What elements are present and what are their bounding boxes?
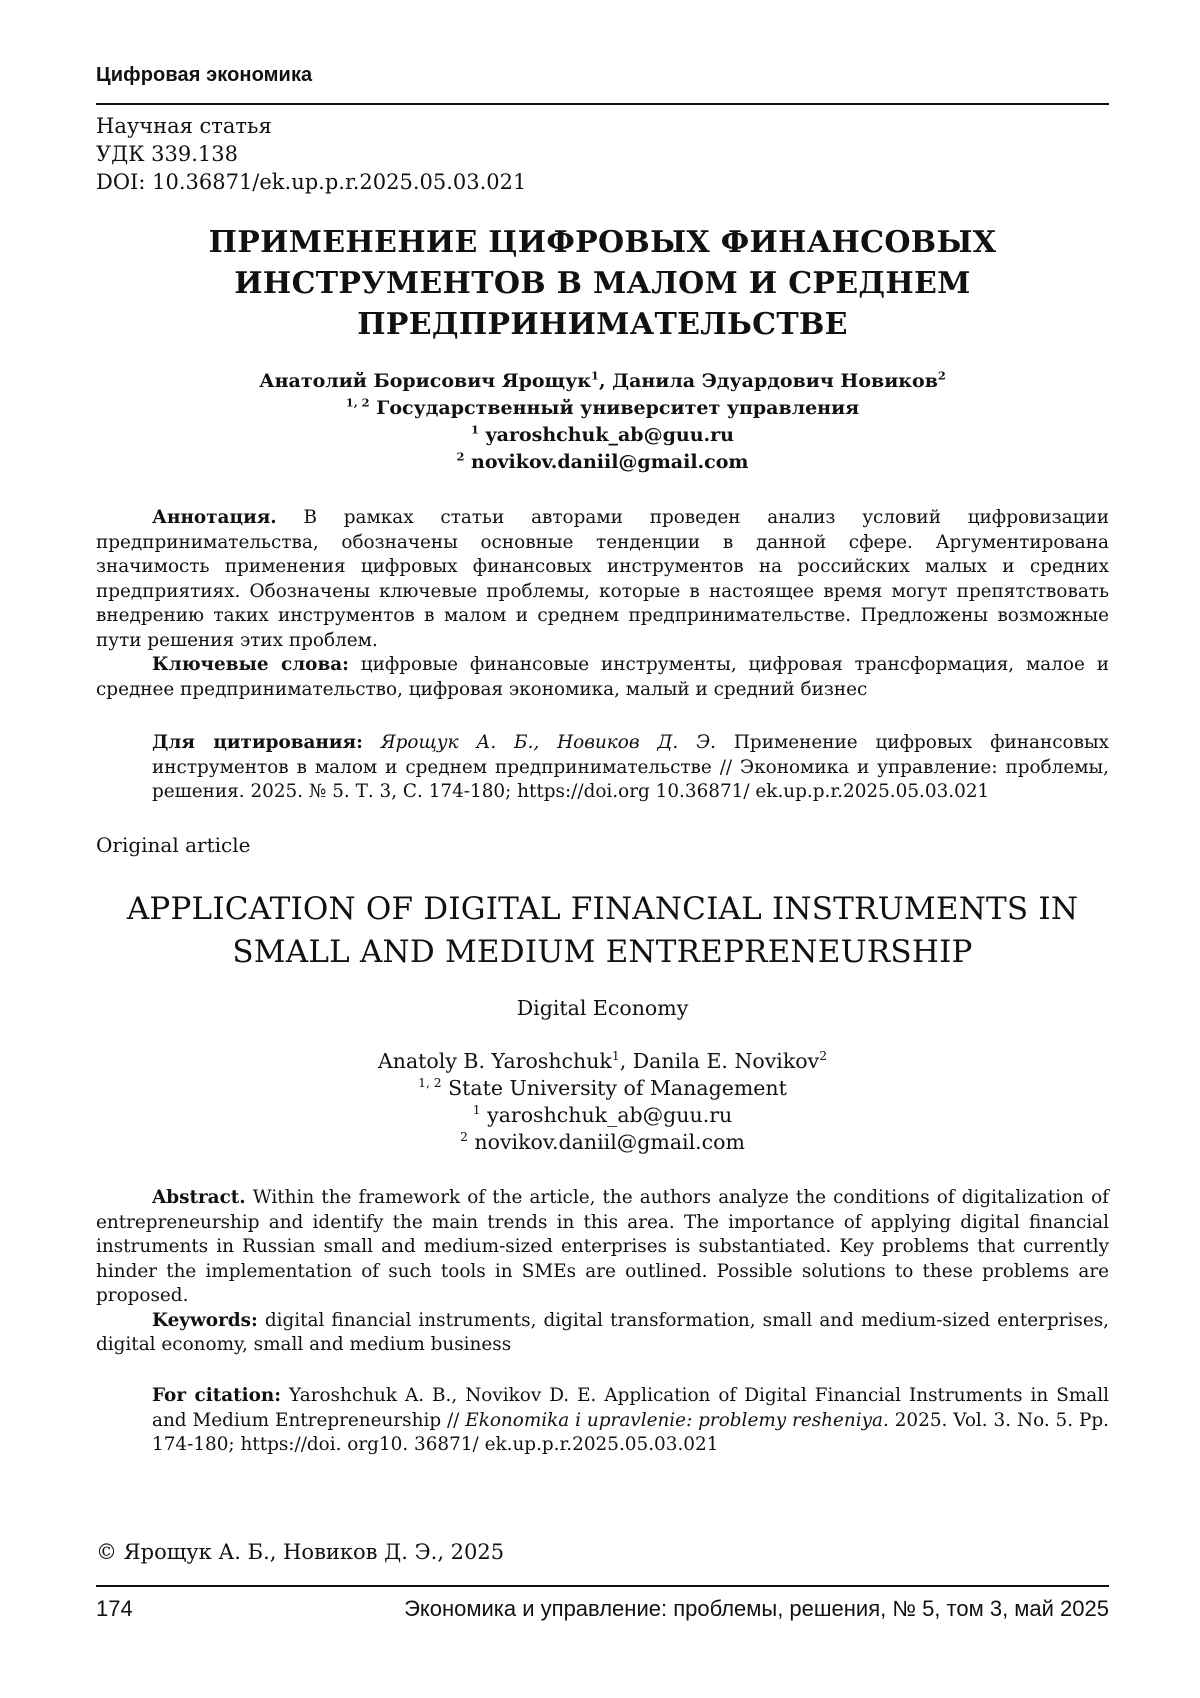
citation-en-details: 2025. Vol. 3. No. 5. Pp. 174-180; https://doi. org10. 36871/ ek.up.p.r.2025.05.03.021: [152, 1409, 1109, 1455]
email-en-1: [96, 1102, 1109, 1129]
author-name: Danila E. Novikov: [632, 1049, 820, 1073]
abstract-ru-label: Аннотация.: [152, 507, 277, 528]
title-ru-line: ИНСТРУМЕНТОВ В МАЛОМ И СРЕДНЕМ: [234, 266, 971, 301]
affiliation-mark: 2: [819, 1049, 828, 1064]
author-name: Анатолий Борисович Ярощук: [259, 370, 591, 392]
email-link[interactable]: yaroshchuk_ab@guu.ru: [485, 424, 734, 446]
original-article-label: Original article: [96, 833, 251, 857]
doi: DOI: 10.36871/ek.up.p.r.2025.05.03.021: [96, 170, 527, 194]
separator: ,: [619, 1049, 633, 1073]
citation-en-journal: Ekonomika i upravlenie: problemy resheniya.: [465, 1409, 889, 1431]
authors-en: [96, 1048, 1109, 1156]
title-en-line: APPLICATION OF DIGITAL FINANCIAL INSTRUMENTS IN: [126, 891, 1079, 927]
citation-en-text: Yaroshchuk A. B., Novikov D. E. Application of Digital Financial Instruments in Small and Medium Entrepreneurship //: [152, 1385, 1109, 1431]
affiliation-name: Государственный университет управления: [376, 397, 860, 419]
affiliation-mark: 1: [591, 368, 599, 383]
email-ru-1: [96, 422, 1109, 449]
journal-footer: Экономика и управление: проблемы, решения, № 5, том 3, май 2025: [404, 1596, 1109, 1621]
affiliation-mark: 1, 2: [418, 1076, 442, 1091]
affiliation-mark: 2: [456, 449, 465, 464]
keywords-en-text: digital financial instruments, digital transformation, small and medium-sized enterprises, digital economy, small and medium business: [96, 1309, 1109, 1355]
copyright: © Ярощук А. Б., Новиков Д. Э., 2025: [96, 1540, 505, 1564]
section-heading: Цифровая экономика: [96, 64, 313, 86]
citation-ru-authors: Ярощук А. Б., Новиков Д. Э.: [380, 732, 717, 753]
email-link[interactable]: novikov.daniil@gmail.com: [471, 451, 749, 473]
article-meta: [96, 112, 526, 196]
udc-code: УДК 339.138: [96, 142, 239, 166]
title-en-line: SMALL AND MEDIUM ENTREPRENEURSHIP: [232, 934, 973, 970]
affiliation-mark: 1: [471, 422, 479, 437]
separator: ,: [598, 370, 613, 392]
article-type: Научная статья: [96, 114, 272, 138]
citation-en: [152, 1384, 1109, 1458]
email-link[interactable]: novikov.daniil@gmail.com: [474, 1130, 745, 1154]
abstract-en-label: Abstract.: [152, 1187, 246, 1208]
author-names-ru: [96, 368, 1109, 395]
affiliation-en: [96, 1075, 1109, 1102]
affiliation-mark: 2: [460, 1130, 468, 1145]
affiliation-mark: 1, 2: [345, 395, 370, 410]
footer-rule: [96, 1585, 1109, 1587]
keywords-ru-paragraph: [96, 653, 1109, 702]
header-rule: [96, 103, 1109, 105]
page-number: 174: [96, 1596, 133, 1621]
abstract-ru: [96, 506, 1109, 702]
citation-ru-label: Для цитирования:: [152, 732, 363, 753]
citation-en-label: For citation:: [152, 1385, 282, 1406]
affiliation-mark: 1: [611, 1049, 620, 1064]
affiliation-name: State University of Management: [448, 1076, 787, 1100]
title-ru-line: ПРЕДПРИНИМАТЕЛЬСТВЕ: [357, 307, 848, 342]
authors-ru: [96, 368, 1109, 476]
subject-en: Digital Economy: [516, 996, 689, 1020]
keywords-en-paragraph: [96, 1309, 1109, 1358]
author-name: Anatoly B. Yaroshchuk: [377, 1049, 612, 1073]
affiliation-ru: [96, 395, 1109, 422]
affiliation-mark: 2: [937, 368, 946, 383]
author-names-en: [96, 1048, 1109, 1075]
keywords-ru-label: Ключевые слова:: [152, 654, 349, 675]
email-ru-2: [96, 449, 1109, 476]
email-en-2: [96, 1129, 1109, 1156]
abstract-ru-text: В рамках статьи авторами проведен анализ условий цифровизации предпринимательства, обозначены основные тенденции в данной сфере. Аргументирована значимость применения цифровых финансовых инструментов на российских малых и средних предприятиях. Обозначены ключевые проблемы, которые в настоящее время могут препятствовать внедрению таких инструментов в малом и среднем предпринимательстве. Предложены возможные пути решения этих проблем.: [96, 507, 1109, 651]
abstract-en: [96, 1186, 1109, 1358]
abstract-en-paragraph: [96, 1186, 1109, 1309]
keywords-ru-text: цифровые финансовые инструменты, цифровая трансформация, малое и среднее предпринимательство, цифровая экономика, малый и средний бизнес: [96, 654, 1109, 700]
abstract-ru-paragraph: [96, 506, 1109, 653]
title-en: [96, 888, 1109, 974]
abstract-en-text: Within the framework of the article, the authors analyze the conditions of digitalization of entrepreneurship and identify the main trends in this area. The importance of applying digital financial instruments in Russian small and medium-sized enterprises is substantiated. Key problems that currently hinder the implementation of such tools in SMEs are outlined. Possible solutions to these problems are proposed.: [96, 1187, 1109, 1306]
title-ru-line: ПРИМЕНЕНИЕ ЦИФРОВЫХ ФИНАНСОВЫХ: [208, 225, 997, 260]
citation-ru: [152, 731, 1109, 805]
affiliation-mark: 1: [472, 1103, 481, 1118]
keywords-en-label: Keywords:: [152, 1309, 258, 1331]
author-name: Данила Эдуардович Новиков: [612, 370, 938, 392]
citation-ru-text: Применение цифровых финансовых инструментов в малом и среднем предпринимательстве // Экономика и управление: проблемы, решения. 2025. № 5. Т. 3, С. 174-180; https://doi.org 10.36871/ ek.up.p.r.2025.05.03.021: [152, 732, 1109, 802]
title-ru: [96, 222, 1109, 345]
email-link[interactable]: yaroshchuk_ab@guu.ru: [487, 1103, 733, 1127]
